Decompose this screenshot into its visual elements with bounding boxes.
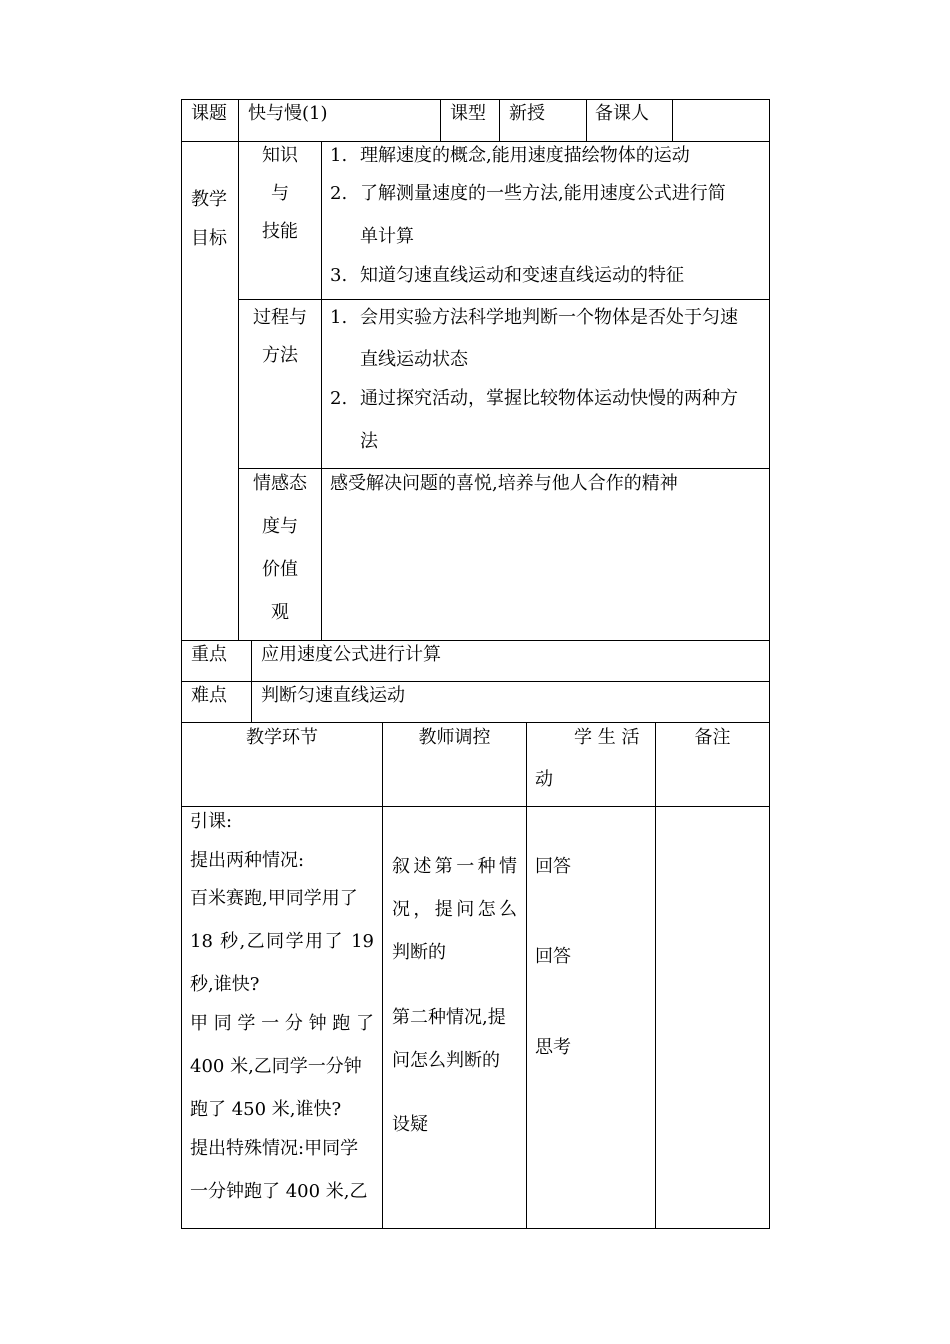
teacher-line: 问怎么判断的 [392,1050,500,1071]
stage-line: 秒,谁快? [190,974,260,995]
table-border-left [181,99,182,1229]
lesson-type-value: 新授 [509,103,545,124]
lesson-type-label: 课型 [450,103,486,124]
divider [181,722,770,723]
process-item-text: 通过探究活动，掌握比较物体运动快慢的两种方 [360,388,738,409]
teacher-line: 况，提问怎么 [392,899,517,920]
process-item-text: 会用实验方法科学地判断一个物体是否处于匀速 [360,307,738,328]
process-item-text: 直线运动状态 [360,349,468,370]
topic-value: 快与慢(1) [248,103,328,124]
divider [440,99,441,141]
process-item-number: 1. [330,307,348,328]
emotion-text: 感受解决问题的喜悦,培养与他人合作的精神 [330,473,678,494]
student-activity: 回答 [535,856,571,877]
stage-line: 引课: [190,811,233,832]
process-label: 方法 [262,345,298,366]
teacher-header: 教师调控 [418,727,491,748]
stage-header: 教学环节 [246,727,318,748]
student-activity: 思考 [535,1037,571,1058]
student-activity: 回答 [535,946,571,967]
knowledge-item-text: 知道匀速直线运动和变速直线运动的特征 [360,265,684,286]
teacher-line: 第二种情况,提 [392,1007,506,1028]
emotion-label: 情感态 [253,473,307,494]
stage-line: 400 米,乙同学一分钟 [190,1056,362,1077]
process-item-number: 2. [330,388,348,409]
stage-line: 跑了 450 米,谁快? [190,1099,342,1120]
emotion-label: 观 [271,602,289,623]
knowledge-item-number: 1. [330,145,348,166]
key-point-text: 应用速度公式进行计算 [261,644,441,665]
divider [655,722,656,1229]
objectives-label: 教学 [191,189,227,210]
knowledge-item-number: 3. [330,265,348,286]
table-border-bottom [181,1228,770,1229]
table-border-right [769,99,770,1229]
preparer-label: 备课人 [595,103,649,124]
notes-header: 备注 [694,727,731,748]
table-border-top [181,99,770,100]
topic-label: 课题 [191,103,227,124]
emotion-label: 度与 [262,516,298,537]
stage-line: 百米赛跑,甲同学用了 [190,888,358,909]
knowledge-label: 知识 [262,145,298,166]
divider [321,141,322,640]
divider [181,141,770,142]
divider [586,99,587,141]
objectives-label: 目标 [191,228,227,249]
divider [672,99,673,141]
difficulty-text: 判断匀速直线运动 [261,685,405,706]
difficulty-label: 难点 [191,685,227,706]
process-label: 过程与 [253,307,307,328]
divider [382,722,383,1229]
divider [499,99,500,141]
knowledge-item-text: 理解速度的概念,能用速度描绘物体的运动 [360,145,690,166]
divider [181,681,770,682]
student-header: 动 [535,769,553,790]
knowledge-label: 技能 [262,221,298,242]
teacher-line: 设疑 [392,1114,428,1135]
knowledge-item-text: 了解测量速度的一些方法,能用速度公式进行简 [360,183,726,204]
stage-line: 提出两种情况: [190,850,305,871]
emotion-label: 价值 [262,559,298,580]
stage-line: 18 秒,乙同学用了 19 [190,931,374,952]
teacher-line: 判断的 [392,942,446,963]
divider [238,99,239,141]
divider [238,299,770,300]
student-header: 学 生 活 [574,727,640,748]
divider [181,806,770,807]
key-point-label: 重点 [191,644,227,665]
knowledge-item-number: 2. [330,183,348,204]
divider [238,468,770,469]
stage-line: 提出特殊情况:甲同学 [190,1138,359,1159]
divider [526,722,527,1229]
stage-line: 一分钟跑了 400 米,乙 [190,1181,368,1202]
teacher-line: 叙述第一种情 [392,856,517,877]
process-item-text: 法 [360,431,378,452]
stage-line: 甲同学一分钟跑了 [190,1013,374,1034]
knowledge-label: 与 [271,183,289,204]
knowledge-item-text: 单计算 [360,226,414,247]
divider [181,640,770,641]
